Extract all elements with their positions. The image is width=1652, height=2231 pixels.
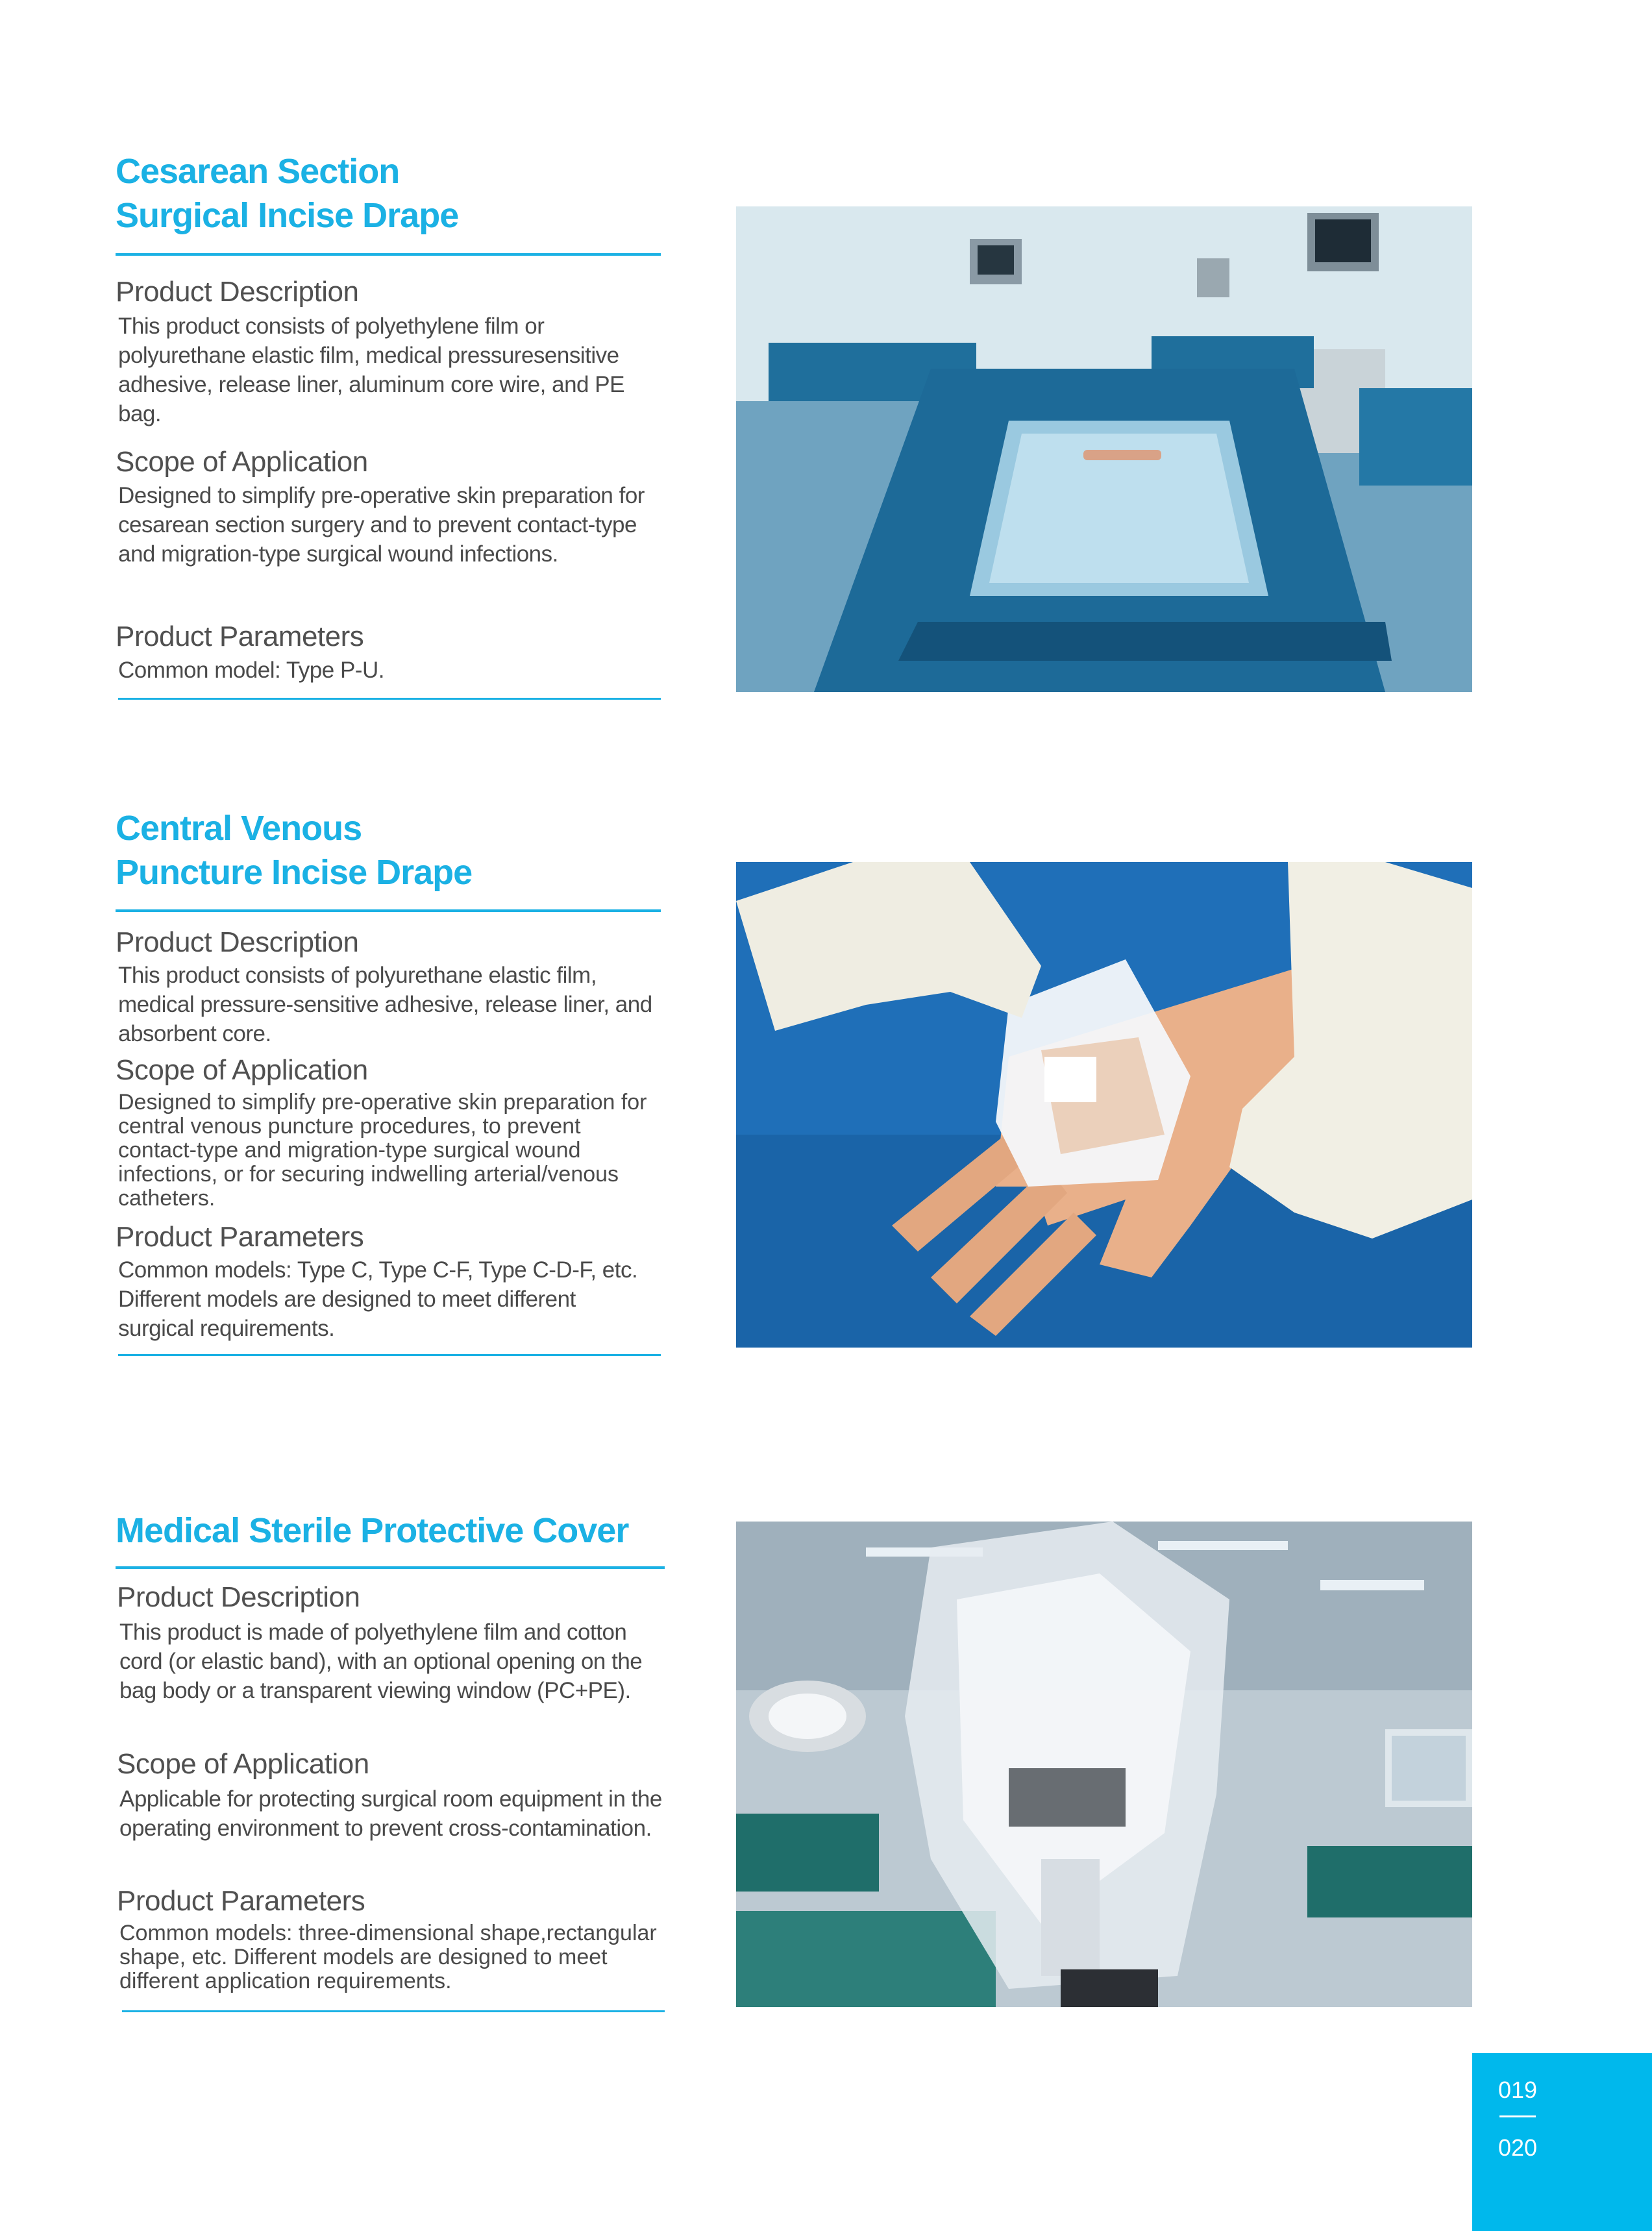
section-end-divider	[118, 1354, 661, 1356]
parameters-heading: Product Parameters	[116, 1221, 364, 1253]
title-line-1: Medical Sterile Protective Cover	[116, 1511, 629, 1550]
page-number-right: 020	[1498, 2134, 1538, 2161]
scope-heading: Scope of Application	[116, 446, 368, 478]
page-number-left: 019	[1498, 2077, 1538, 2103]
title-line-1: Cesarean Section	[116, 152, 400, 191]
operating-room-photo	[736, 206, 1472, 692]
scope-text: Designed to simplify pre-operative skin preparation for central venous puncture procedures, to prevent contact-type and migration-type surgical wound infections, or for securing indwelling arterial/venous catheters.	[118, 1090, 647, 1211]
product-text	[116, 149, 661, 701]
scope-heading: Scope of Application	[117, 1748, 369, 1780]
title-divider	[116, 909, 661, 912]
parameters-heading: Product Parameters	[116, 621, 364, 652]
product-title	[116, 149, 661, 238]
title-line-2: Surgical Incise Drape	[116, 196, 459, 235]
product-text	[116, 806, 661, 1358]
product-title	[116, 1509, 665, 1553]
section-end-divider	[122, 2010, 665, 2012]
venous-puncture-photo	[736, 862, 1472, 1348]
parameters-text: Common model: Type P-U.	[118, 658, 384, 683]
scope-text: Applicable for protecting surgical room equipment in the operating environment to prevent cross-contamination.	[119, 1786, 662, 1841]
page-number-divider	[1499, 2115, 1536, 2117]
description-heading: Product Description	[116, 276, 359, 308]
scope-text: Designed to simplify pre-operative skin preparation for cesarean section surgery and to prevent contact-type and migration-type surgical wound infections.	[118, 483, 645, 567]
description-text: This product is made of polyethylene film and cotton cord (or elastic band), with an optional opening on the bag body or a transparent viewing window (PC+PE).	[119, 1620, 643, 1703]
product-title	[116, 806, 661, 894]
title-divider	[116, 253, 661, 256]
description-heading: Product Description	[116, 926, 359, 958]
title-line-1: Central Venous	[116, 809, 362, 848]
protective-cover-photo	[736, 1522, 1472, 2007]
scope-heading: Scope of Application	[116, 1054, 368, 1086]
description-text: This product consists of polyethylene film or polyurethane elastic film, medical pressuresensitive adhesive, release liner, aluminum core wire, and PE bag.	[118, 314, 624, 426]
product-text	[116, 1509, 665, 2021]
section-end-divider	[118, 698, 661, 700]
description-text: This product consists of polyurethane elastic film, medical pressure-sensitive adhesive, release liner, and absorbent core.	[118, 963, 652, 1046]
page-number-tab	[1472, 2053, 1652, 2231]
parameters-heading: Product Parameters	[117, 1885, 365, 1917]
title-line-2: Puncture Incise Drape	[116, 853, 473, 892]
parameters-text: Common models: Type C, Type C-F, Type C-D-F, etc. Different models are designed to meet different surgical requirements.	[118, 1257, 638, 1341]
title-divider	[116, 1566, 665, 1569]
parameters-text: Common models: three-dimensional shape,rectangular shape, etc. Different models are designed to meet different application requirements.	[119, 1921, 657, 1993]
description-heading: Product Description	[117, 1581, 360, 1613]
